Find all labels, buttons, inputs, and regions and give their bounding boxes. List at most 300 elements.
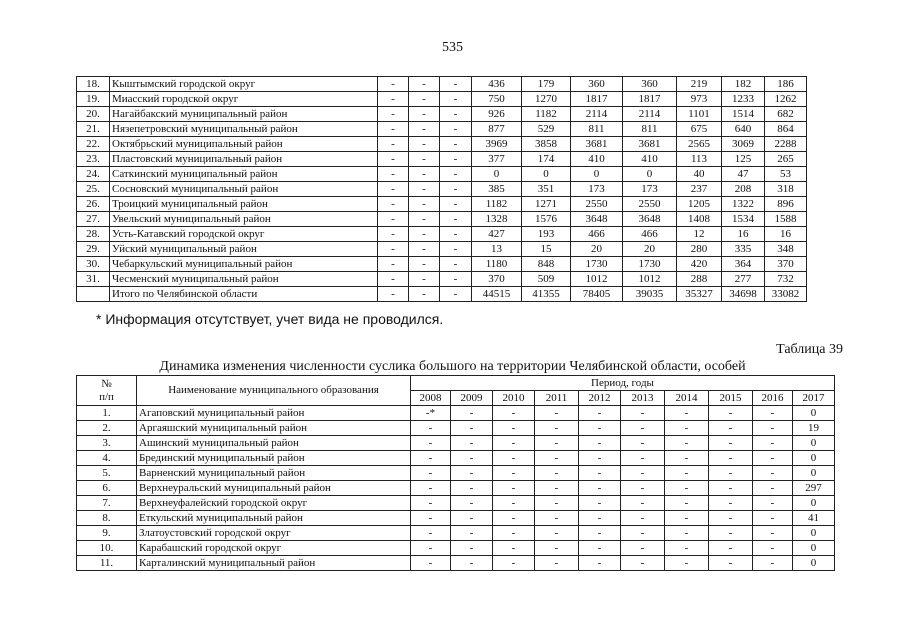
row-number-cell: 5. xyxy=(77,466,137,481)
municipality-cell: Увельский муниципальный район xyxy=(110,212,378,227)
value-cell: - xyxy=(621,421,665,436)
value-cell: - xyxy=(535,481,579,496)
value-cell: - xyxy=(378,272,409,287)
value-cell: - xyxy=(409,272,440,287)
value-cell: 750 xyxy=(472,92,522,107)
value-cell: 436 xyxy=(472,77,522,92)
value-cell: 1817 xyxy=(571,92,623,107)
value-cell: - xyxy=(709,451,753,466)
table-row xyxy=(77,242,807,257)
value-cell: - xyxy=(411,556,451,571)
value-cell: - xyxy=(378,212,409,227)
value-cell: 811 xyxy=(623,122,677,137)
value-cell: 351 xyxy=(522,182,571,197)
value-cell: 33082 xyxy=(765,287,807,302)
row-number-cell: 29. xyxy=(77,242,110,257)
value-cell: 509 xyxy=(522,272,571,287)
value-cell: 848 xyxy=(522,257,571,272)
value-cell: 47 xyxy=(722,167,765,182)
value-cell: 2114 xyxy=(623,107,677,122)
value-cell: - xyxy=(579,511,621,526)
value-cell: 1233 xyxy=(722,92,765,107)
value-cell: 0 xyxy=(793,556,835,571)
value-cell: - xyxy=(409,182,440,197)
value-cell: 44515 xyxy=(472,287,522,302)
value-cell: 1534 xyxy=(722,212,765,227)
value-cell: 3069 xyxy=(722,137,765,152)
value-cell: 1576 xyxy=(522,212,571,227)
row-number-cell: 30. xyxy=(77,257,110,272)
row-number-cell: 31. xyxy=(77,272,110,287)
value-cell: - xyxy=(451,466,493,481)
table-row xyxy=(77,167,807,182)
value-cell: 1817 xyxy=(623,92,677,107)
value-cell: - xyxy=(665,496,709,511)
value-cell: 1730 xyxy=(571,257,623,272)
row-number-cell: 25. xyxy=(77,182,110,197)
value-cell: - xyxy=(753,481,793,496)
value-cell: - xyxy=(411,436,451,451)
value-cell: - xyxy=(440,212,472,227)
value-cell: 265 xyxy=(765,152,807,167)
value-cell: - xyxy=(709,421,753,436)
value-cell: - xyxy=(621,436,665,451)
table-row xyxy=(77,212,807,227)
value-cell: - xyxy=(753,541,793,556)
value-cell: - xyxy=(753,511,793,526)
value-cell: - xyxy=(409,287,440,302)
value-cell: 1271 xyxy=(522,197,571,212)
value-cell: 12 xyxy=(677,227,722,242)
value-cell: - xyxy=(579,496,621,511)
value-cell: - xyxy=(665,526,709,541)
value-cell: 193 xyxy=(522,227,571,242)
value-cell: 732 xyxy=(765,272,807,287)
value-cell: - xyxy=(411,466,451,481)
value-cell: - xyxy=(621,526,665,541)
value-cell: 179 xyxy=(522,77,571,92)
value-cell: - xyxy=(665,436,709,451)
table-row xyxy=(77,137,807,152)
value-cell: 364 xyxy=(722,257,765,272)
value-cell: - xyxy=(535,436,579,451)
value-cell: 186 xyxy=(765,77,807,92)
row-number-cell: 2. xyxy=(77,421,137,436)
value-cell: - xyxy=(665,451,709,466)
value-cell: - xyxy=(535,526,579,541)
value-cell: - xyxy=(709,466,753,481)
value-cell: - xyxy=(665,406,709,421)
municipality-cell: Троицкий муниципальный район xyxy=(110,197,378,212)
row-number-cell: 10. xyxy=(77,541,137,556)
value-cell: - xyxy=(709,511,753,526)
table-row xyxy=(77,451,835,466)
row-number-cell: 1. xyxy=(77,406,137,421)
header-year: 2015 xyxy=(709,391,753,406)
value-cell: - xyxy=(411,541,451,556)
value-cell: - xyxy=(621,451,665,466)
municipality-cell: Миасский городской округ xyxy=(110,92,378,107)
row-number-cell: 24. xyxy=(77,167,110,182)
table-row xyxy=(77,122,807,137)
value-cell: 529 xyxy=(522,122,571,137)
row-number-cell: 6. xyxy=(77,481,137,496)
value-cell: 0 xyxy=(623,167,677,182)
municipality-cell: Кыштымский городской округ xyxy=(110,77,378,92)
municipality-cell: Нагайбакский муниципальный район xyxy=(110,107,378,122)
value-cell: 53 xyxy=(765,167,807,182)
municipality-cell: Агаповский муниципальный район xyxy=(137,406,411,421)
value-cell: - xyxy=(409,122,440,137)
value-cell: 1328 xyxy=(472,212,522,227)
municipality-cell: Усть-Катавский городской округ xyxy=(110,227,378,242)
value-cell: - xyxy=(493,451,535,466)
table-row xyxy=(77,227,807,242)
municipality-cell: Нязепетровский муниципальный район xyxy=(110,122,378,137)
value-cell: - xyxy=(535,466,579,481)
value-cell: - xyxy=(753,451,793,466)
value-cell: - xyxy=(621,466,665,481)
value-cell: - xyxy=(665,511,709,526)
value-cell: 0 xyxy=(793,451,835,466)
table-ground-squirrel-dynamics xyxy=(76,375,835,571)
value-cell: - xyxy=(378,152,409,167)
table-row xyxy=(77,287,807,302)
table1-body xyxy=(77,77,807,302)
value-cell: 173 xyxy=(571,182,623,197)
header-year: 2008 xyxy=(411,391,451,406)
value-cell: 973 xyxy=(677,92,722,107)
value-cell: 173 xyxy=(623,182,677,197)
value-cell: 3681 xyxy=(623,137,677,152)
value-cell: - xyxy=(535,451,579,466)
value-cell: 3648 xyxy=(623,212,677,227)
value-cell: 877 xyxy=(472,122,522,137)
value-cell: - xyxy=(579,481,621,496)
value-cell: 410 xyxy=(571,152,623,167)
value-cell: - xyxy=(493,481,535,496)
value-cell: - xyxy=(411,496,451,511)
value-cell: - xyxy=(579,406,621,421)
value-cell: 675 xyxy=(677,122,722,137)
value-cell: 2550 xyxy=(623,197,677,212)
value-cell: - xyxy=(411,421,451,436)
value-cell: 15 xyxy=(522,242,571,257)
value-cell: - xyxy=(411,511,451,526)
value-cell: 466 xyxy=(571,227,623,242)
value-cell: - xyxy=(753,406,793,421)
value-cell: - xyxy=(753,466,793,481)
value-cell: - xyxy=(409,152,440,167)
value-cell: 0 xyxy=(793,466,835,481)
value-cell: - xyxy=(665,541,709,556)
value-cell: - xyxy=(709,496,753,511)
value-cell: - xyxy=(665,556,709,571)
value-cell: 237 xyxy=(677,182,722,197)
value-cell: - xyxy=(753,496,793,511)
table-row xyxy=(77,107,807,122)
table-row xyxy=(77,496,835,511)
value-cell: 864 xyxy=(765,122,807,137)
value-cell: - xyxy=(409,92,440,107)
value-cell: 385 xyxy=(472,182,522,197)
value-cell: 3858 xyxy=(522,137,571,152)
row-number-cell: 21. xyxy=(77,122,110,137)
row-number-cell: 9. xyxy=(77,526,137,541)
value-cell: - xyxy=(621,556,665,571)
row-number-cell xyxy=(77,287,110,302)
value-cell: - xyxy=(378,227,409,242)
row-number-cell: 19. xyxy=(77,92,110,107)
municipality-cell: Верхнеуральский муниципальный район xyxy=(137,481,411,496)
value-cell: - xyxy=(378,167,409,182)
table-row xyxy=(77,272,807,287)
value-cell: 41355 xyxy=(522,287,571,302)
value-cell: - xyxy=(753,436,793,451)
value-cell: - xyxy=(665,481,709,496)
value-cell: 0 xyxy=(522,167,571,182)
value-cell: 1205 xyxy=(677,197,722,212)
value-cell: - xyxy=(709,556,753,571)
value-cell: - xyxy=(440,182,472,197)
row-number-cell: 18. xyxy=(77,77,110,92)
value-cell: 370 xyxy=(472,272,522,287)
value-cell: 20 xyxy=(623,242,677,257)
value-cell: - xyxy=(440,122,472,137)
header-year: 2014 xyxy=(665,391,709,406)
value-cell: 360 xyxy=(571,77,623,92)
value-cell: - xyxy=(451,406,493,421)
value-cell: 1322 xyxy=(722,197,765,212)
value-cell: 0 xyxy=(571,167,623,182)
value-cell: 1182 xyxy=(522,107,571,122)
value-cell: 2550 xyxy=(571,197,623,212)
value-cell: - xyxy=(493,406,535,421)
value-cell: - xyxy=(493,496,535,511)
value-cell: 35327 xyxy=(677,287,722,302)
value-cell: - xyxy=(493,556,535,571)
value-cell: 78405 xyxy=(571,287,623,302)
value-cell: - xyxy=(451,451,493,466)
value-cell: 0 xyxy=(793,436,835,451)
value-cell: -* xyxy=(411,406,451,421)
row-number-cell: 27. xyxy=(77,212,110,227)
value-cell: 40 xyxy=(677,167,722,182)
table-row xyxy=(77,421,835,436)
municipality-cell: Уйский муниципальный район xyxy=(110,242,378,257)
value-cell: 13 xyxy=(472,242,522,257)
value-cell: 1408 xyxy=(677,212,722,227)
value-cell: - xyxy=(378,137,409,152)
value-cell: 277 xyxy=(722,272,765,287)
value-cell: 0 xyxy=(793,496,835,511)
value-cell: 16 xyxy=(765,227,807,242)
header-year: 2010 xyxy=(493,391,535,406)
table-row xyxy=(77,197,807,212)
table-title: Динамика изменения численности суслика большого на территории Челябинской области, особей xyxy=(159,359,746,374)
value-cell: - xyxy=(753,556,793,571)
value-cell: - xyxy=(440,257,472,272)
value-cell: 1514 xyxy=(722,107,765,122)
value-cell: - xyxy=(709,481,753,496)
value-cell: 0 xyxy=(793,526,835,541)
value-cell: - xyxy=(409,257,440,272)
footnote: * Информация отсутствует, учет вида не проводился. xyxy=(96,311,444,327)
value-cell: - xyxy=(451,556,493,571)
row-number-cell: 22. xyxy=(77,137,110,152)
value-cell: 16 xyxy=(722,227,765,242)
value-cell: 19 xyxy=(793,421,835,436)
municipality-cell: Саткинский муниципальный район xyxy=(110,167,378,182)
value-cell: - xyxy=(535,496,579,511)
value-cell: 0 xyxy=(793,541,835,556)
value-cell: 174 xyxy=(522,152,571,167)
table-label: Таблица 39 xyxy=(776,342,843,357)
municipality-cell: Пластовский муниципальный район xyxy=(110,152,378,167)
value-cell: - xyxy=(451,496,493,511)
value-cell: 896 xyxy=(765,197,807,212)
row-number-cell: 23. xyxy=(77,152,110,167)
value-cell: - xyxy=(493,541,535,556)
value-cell: - xyxy=(621,481,665,496)
value-cell: 20 xyxy=(571,242,623,257)
value-cell: - xyxy=(753,421,793,436)
header-municipality: Наименование муниципального образования xyxy=(137,376,411,406)
value-cell: 370 xyxy=(765,257,807,272)
value-cell: - xyxy=(411,526,451,541)
value-cell: - xyxy=(378,242,409,257)
value-cell: - xyxy=(409,167,440,182)
value-cell: 811 xyxy=(571,122,623,137)
value-cell: 34698 xyxy=(722,287,765,302)
value-cell: - xyxy=(440,272,472,287)
row-number-cell: 11. xyxy=(77,556,137,571)
municipality-cell: Карабашский городской округ xyxy=(137,541,411,556)
municipality-cell: Итого по Челябинской области xyxy=(110,287,378,302)
header-year: 2011 xyxy=(535,391,579,406)
value-cell: - xyxy=(535,511,579,526)
header-period: Период, годы xyxy=(411,376,835,391)
value-cell: - xyxy=(579,541,621,556)
value-cell: - xyxy=(440,167,472,182)
value-cell: - xyxy=(409,137,440,152)
municipality-cell: Брединский муниципальный район xyxy=(137,451,411,466)
row-number-cell: 28. xyxy=(77,227,110,242)
value-cell: - xyxy=(493,466,535,481)
value-cell: - xyxy=(378,77,409,92)
value-cell: - xyxy=(440,227,472,242)
value-cell: 377 xyxy=(472,152,522,167)
table-row xyxy=(77,406,835,421)
value-cell: 318 xyxy=(765,182,807,197)
table-row xyxy=(77,556,835,571)
value-cell: - xyxy=(665,421,709,436)
value-cell: - xyxy=(579,526,621,541)
value-cell: 427 xyxy=(472,227,522,242)
value-cell: 1270 xyxy=(522,92,571,107)
value-cell: - xyxy=(378,287,409,302)
value-cell: 2565 xyxy=(677,137,722,152)
value-cell: 1262 xyxy=(765,92,807,107)
value-cell: 2288 xyxy=(765,137,807,152)
value-cell: - xyxy=(440,197,472,212)
value-cell: 1588 xyxy=(765,212,807,227)
value-cell: - xyxy=(579,466,621,481)
value-cell: - xyxy=(451,421,493,436)
value-cell: 182 xyxy=(722,77,765,92)
row-number-cell: 4. xyxy=(77,451,137,466)
table-row xyxy=(77,77,807,92)
value-cell: - xyxy=(451,526,493,541)
header-year: 2013 xyxy=(621,391,665,406)
value-cell: - xyxy=(535,421,579,436)
value-cell: - xyxy=(709,436,753,451)
value-cell: 1101 xyxy=(677,107,722,122)
value-cell: 1012 xyxy=(623,272,677,287)
header-number-label: п/п xyxy=(99,390,114,403)
value-cell: - xyxy=(409,107,440,122)
value-cell: 219 xyxy=(677,77,722,92)
header-number xyxy=(77,376,137,406)
value-cell: 0 xyxy=(793,406,835,421)
table2-body xyxy=(77,406,835,571)
value-cell: 41 xyxy=(793,511,835,526)
value-cell: - xyxy=(440,77,472,92)
value-cell: 125 xyxy=(722,152,765,167)
value-cell: 1182 xyxy=(472,197,522,212)
value-cell: 466 xyxy=(623,227,677,242)
value-cell: - xyxy=(378,122,409,137)
municipality-cell: Аргаяшский муниципальный район xyxy=(137,421,411,436)
value-cell: - xyxy=(378,92,409,107)
value-cell: - xyxy=(409,197,440,212)
value-cell: - xyxy=(451,481,493,496)
municipality-cell: Ашинский муниципальный район xyxy=(137,436,411,451)
municipality-cell: Златоустовский городской округ xyxy=(137,526,411,541)
value-cell: - xyxy=(579,436,621,451)
municipality-cell: Варненский муниципальный район xyxy=(137,466,411,481)
value-cell: 280 xyxy=(677,242,722,257)
header-year: 2009 xyxy=(451,391,493,406)
municipality-cell: Сосновский муниципальный район xyxy=(110,182,378,197)
table-row xyxy=(77,436,835,451)
value-cell: - xyxy=(451,436,493,451)
value-cell: 640 xyxy=(722,122,765,137)
value-cell: - xyxy=(621,511,665,526)
value-cell: 1012 xyxy=(571,272,623,287)
municipality-cell: Еткульский муниципальный район xyxy=(137,511,411,526)
table-row xyxy=(77,182,807,197)
row-number-cell: 8. xyxy=(77,511,137,526)
value-cell: - xyxy=(493,526,535,541)
value-cell: - xyxy=(378,197,409,212)
value-cell: 288 xyxy=(677,272,722,287)
row-number-cell: 3. xyxy=(77,436,137,451)
value-cell: 113 xyxy=(677,152,722,167)
page-number: 535 xyxy=(442,40,463,55)
value-cell: - xyxy=(493,511,535,526)
header-year: 2016 xyxy=(753,391,793,406)
value-cell: 926 xyxy=(472,107,522,122)
value-cell: - xyxy=(579,421,621,436)
value-cell: - xyxy=(621,496,665,511)
value-cell: 0 xyxy=(472,167,522,182)
value-cell: 410 xyxy=(623,152,677,167)
value-cell: 335 xyxy=(722,242,765,257)
value-cell: - xyxy=(535,556,579,571)
table-row xyxy=(77,92,807,107)
value-cell: - xyxy=(579,556,621,571)
